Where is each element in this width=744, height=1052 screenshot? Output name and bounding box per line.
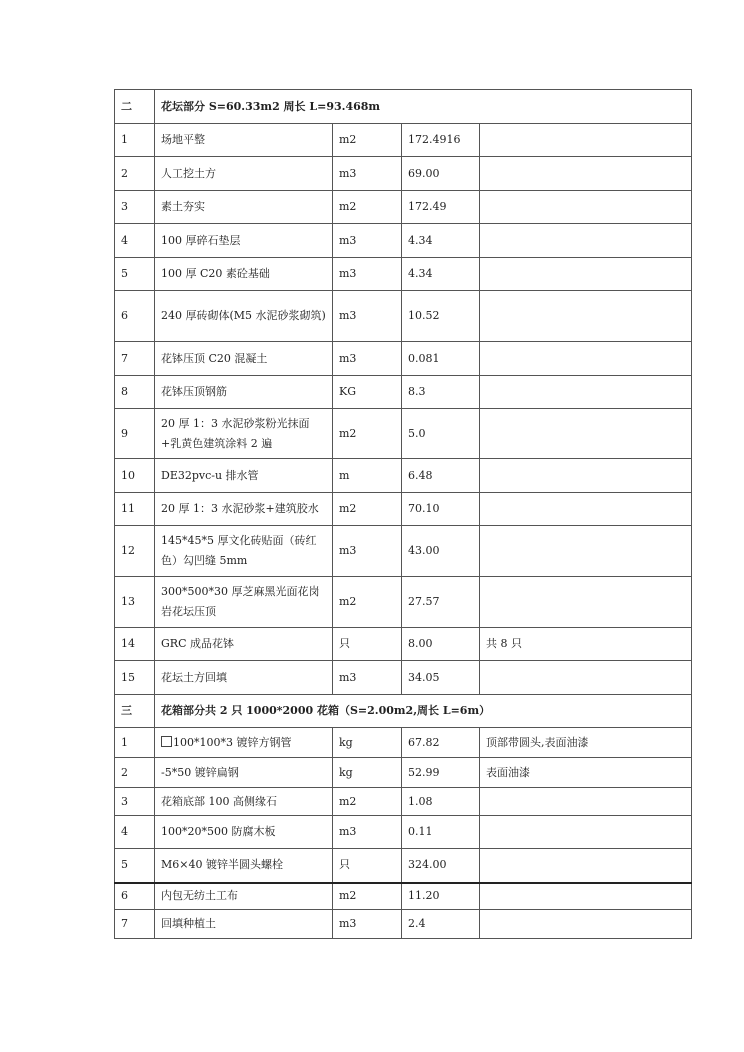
table-row: [115, 758, 692, 788]
section-header-row: [115, 695, 692, 728]
table-row: [115, 883, 692, 910]
item-unit: m2: [333, 788, 402, 816]
item-quantity: 0.11: [402, 816, 480, 849]
section-title: 花坛部分 S=60.33m2 周长 L=93.468m: [155, 90, 692, 124]
item-note: [480, 191, 692, 224]
row-number: 6: [115, 291, 155, 342]
item-unit: m3: [333, 342, 402, 376]
table-row: [115, 577, 692, 628]
item-name: 场地平整: [155, 124, 333, 157]
item-note: [480, 258, 692, 291]
item-note: [480, 526, 692, 577]
row-number: 5: [115, 849, 155, 883]
section-number: 二: [115, 90, 155, 124]
row-number: 4: [115, 224, 155, 258]
item-quantity: 172.4916: [402, 124, 480, 157]
item-name: 花箱底部 100 高侧缘石: [155, 788, 333, 816]
row-number: 5: [115, 258, 155, 291]
row-number: 6: [115, 883, 155, 910]
item-unit: m3: [333, 157, 402, 191]
item-unit: m3: [333, 816, 402, 849]
row-number: 8: [115, 376, 155, 409]
item-quantity: 27.57: [402, 577, 480, 628]
table-row: [115, 291, 692, 342]
item-note: [480, 493, 692, 526]
item-unit: m3: [333, 526, 402, 577]
item-unit: m: [333, 459, 402, 493]
item-unit: m2: [333, 124, 402, 157]
item-unit: m2: [333, 493, 402, 526]
item-name: 100*20*500 防腐木板: [155, 816, 333, 849]
item-note: [480, 409, 692, 459]
item-quantity: 70.10: [402, 493, 480, 526]
item-quantity: 8.00: [402, 628, 480, 661]
table-row: [115, 661, 692, 695]
item-unit: 只: [333, 628, 402, 661]
item-quantity: 0.081: [402, 342, 480, 376]
row-number: 12: [115, 526, 155, 577]
item-note: [480, 883, 692, 910]
row-number: 15: [115, 661, 155, 695]
item-unit: m2: [333, 191, 402, 224]
table-row: [115, 459, 692, 493]
item-quantity: 52.99: [402, 758, 480, 788]
item-quantity: 11.20: [402, 883, 480, 910]
item-note: [480, 459, 692, 493]
item-unit: 只: [333, 849, 402, 883]
item-name: 回填种植土: [155, 910, 333, 939]
row-number: 10: [115, 459, 155, 493]
table-row: [115, 342, 692, 376]
item-unit: m2: [333, 577, 402, 628]
item-name: -5*50 镀锌扁钢: [155, 758, 333, 788]
section-header-row: [115, 90, 692, 124]
table-row: [115, 224, 692, 258]
item-name: 内包无纺土工布: [155, 883, 333, 910]
item-quantity: 172.49: [402, 191, 480, 224]
row-number: 9: [115, 409, 155, 459]
table-row: [115, 910, 692, 939]
item-name: 100 厚 C20 素砼基础: [155, 258, 333, 291]
item-quantity: 4.34: [402, 258, 480, 291]
item-name: 100 厚碎石垫层: [155, 224, 333, 258]
bill-of-quantities-table: [114, 89, 692, 939]
item-note: [480, 910, 692, 939]
item-name: 花钵压顶 C20 混凝土: [155, 342, 333, 376]
item-unit: m3: [333, 661, 402, 695]
section-title: 花箱部分共 2 只 1000*2000 花箱（S=2.00m2,周长 L=6m）: [155, 695, 692, 728]
item-note: 共 8 只: [480, 628, 692, 661]
section-number: 三: [115, 695, 155, 728]
table-row: [115, 157, 692, 191]
item-unit: m2: [333, 409, 402, 459]
item-note: [480, 816, 692, 849]
item-name-text: 100*100*3 镀锌方钢管: [173, 735, 292, 749]
item-note: 顶部带圆头,表面油漆: [480, 728, 692, 758]
item-unit: kg: [333, 728, 402, 758]
table-row: [115, 849, 692, 883]
item-note: 表面油漆: [480, 758, 692, 788]
item-note: [480, 157, 692, 191]
table-row: [115, 376, 692, 409]
item-quantity: 67.82: [402, 728, 480, 758]
item-unit: m2: [333, 883, 402, 910]
table-row: [115, 628, 692, 661]
row-number: 7: [115, 342, 155, 376]
item-unit: KG: [333, 376, 402, 409]
item-quantity: 4.34: [402, 224, 480, 258]
item-unit: m3: [333, 258, 402, 291]
row-number: 1: [115, 728, 155, 758]
item-note: [480, 224, 692, 258]
item-note: [480, 577, 692, 628]
item-quantity: 324.00: [402, 849, 480, 883]
row-number: 14: [115, 628, 155, 661]
row-number: 11: [115, 493, 155, 526]
item-quantity: 8.3: [402, 376, 480, 409]
item-quantity: 6.48: [402, 459, 480, 493]
item-name: 240 厚砖砌体(M5 水泥砂浆砌筑): [155, 291, 333, 342]
item-name: 300*500*30 厚芝麻黑光面花岗岩花坛压顶: [155, 577, 333, 628]
table-row: [115, 816, 692, 849]
row-number: 2: [115, 157, 155, 191]
item-note: [480, 788, 692, 816]
item-unit: m3: [333, 224, 402, 258]
checkbox-square-icon: [161, 736, 172, 747]
item-name: DE32pvc-u 排水管: [155, 459, 333, 493]
item-quantity: 5.0: [402, 409, 480, 459]
item-name: M6×40 镀锌半圆头螺栓: [155, 849, 333, 883]
table-row: [115, 409, 692, 459]
table-row: [115, 493, 692, 526]
table-row: [115, 526, 692, 577]
row-number: 1: [115, 124, 155, 157]
item-name: GRC 成品花钵: [155, 628, 333, 661]
table-row: [115, 124, 692, 157]
item-name: 20 厚 1：3 水泥砂浆粉光抹面+乳黄色建筑涂料 2 遍: [155, 409, 333, 459]
item-name: 花钵压顶钢筋: [155, 376, 333, 409]
item-note: [480, 124, 692, 157]
item-note: [480, 376, 692, 409]
item-quantity: 2.4: [402, 910, 480, 939]
item-note: [480, 342, 692, 376]
item-note: [480, 849, 692, 883]
item-quantity: 43.00: [402, 526, 480, 577]
item-unit: m3: [333, 291, 402, 342]
item-unit: m3: [333, 910, 402, 939]
row-number: 2: [115, 758, 155, 788]
table-row: [115, 258, 692, 291]
row-number: 13: [115, 577, 155, 628]
item-name: 花坛土方回填: [155, 661, 333, 695]
item-quantity: 1.08: [402, 788, 480, 816]
row-number: 3: [115, 191, 155, 224]
item-name: 145*45*5 厚文化砖贴面（砖红色）勾凹缝 5mm: [155, 526, 333, 577]
table-row: [115, 191, 692, 224]
item-name: [155, 728, 333, 758]
item-unit: kg: [333, 758, 402, 788]
item-name: 素土夯实: [155, 191, 333, 224]
item-quantity: 69.00: [402, 157, 480, 191]
row-number: 4: [115, 816, 155, 849]
item-name: 人工挖土方: [155, 157, 333, 191]
row-number: 3: [115, 788, 155, 816]
table-row: [115, 788, 692, 816]
row-number: 7: [115, 910, 155, 939]
item-quantity: 34.05: [402, 661, 480, 695]
item-note: [480, 291, 692, 342]
table-row: [115, 728, 692, 758]
item-quantity: 10.52: [402, 291, 480, 342]
item-note: [480, 661, 692, 695]
item-name: 20 厚 1：3 水泥砂浆+建筑胶水: [155, 493, 333, 526]
